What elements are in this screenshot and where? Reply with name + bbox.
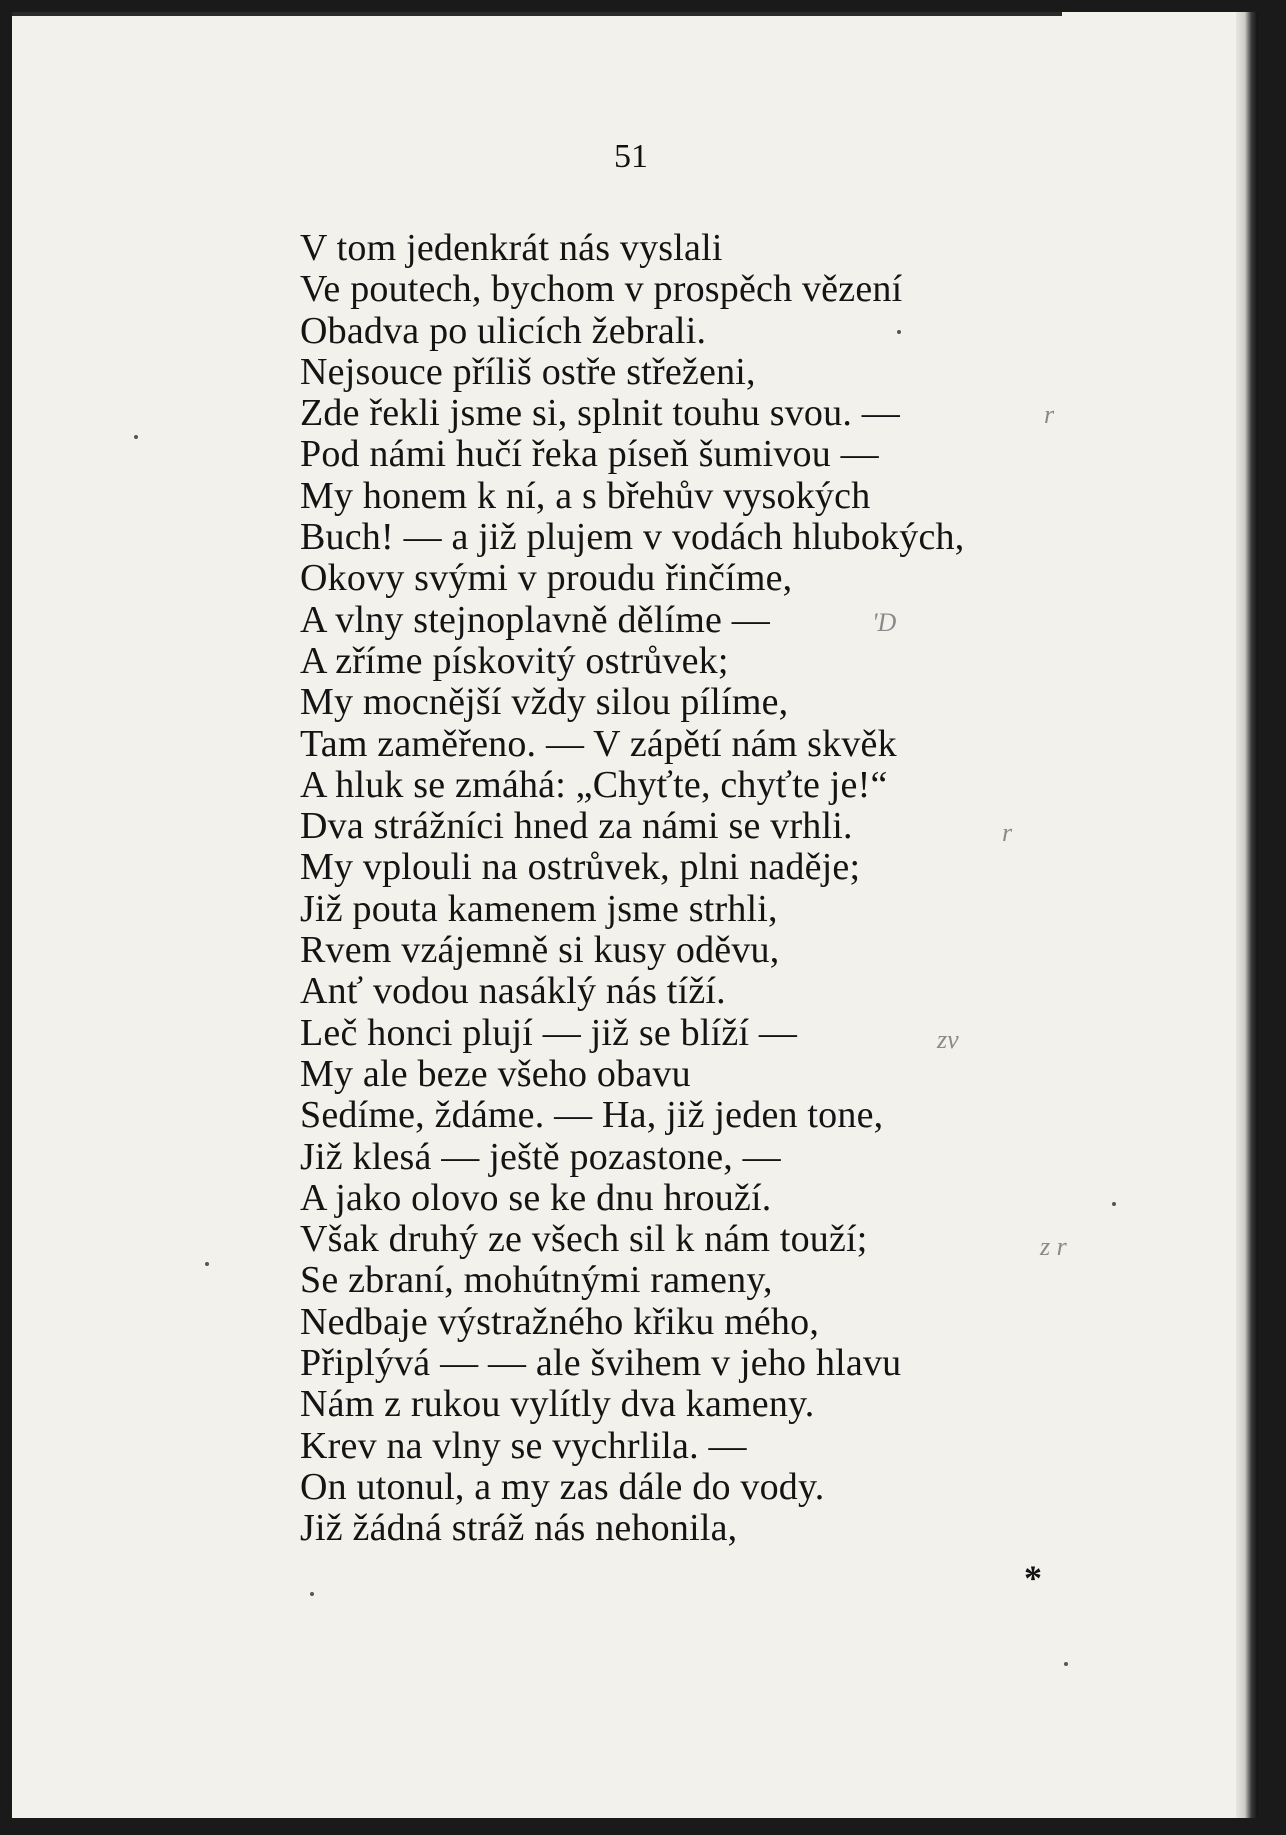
top-border: [12, 12, 1062, 16]
poem-line: Tam zaměřeno. — V zápětí nám skvěk: [300, 722, 897, 765]
poem-line: Nejsouce příliš ostře střeženi,: [300, 350, 756, 393]
poem-line: Zde řekli jsme si, splnit touhu svou. —: [300, 392, 900, 435]
poem-line: Ve poutech, bychom v prospěch vězení: [300, 268, 903, 311]
poem-line: Nám z rukou vylítly dva kameny.: [300, 1383, 815, 1426]
poem-line: Již klesá — ještě pozastone, —: [300, 1135, 781, 1178]
poem-line: My ale beze všeho obavu: [300, 1052, 691, 1095]
poem-line: V tom jedenkrát nás vyslali: [300, 227, 723, 269]
poem-line: Již pouta kamenem jsme strhli,: [300, 887, 778, 930]
margin-mark: zv: [937, 1025, 959, 1054]
poem-line: A jako olovo se ke dnu hrouží.: [300, 1176, 772, 1219]
poem-line: A hluk se zmáhá: „Chyťte, chyťte je!“: [300, 763, 888, 806]
margin-mark: r: [1002, 818, 1013, 847]
poem-line: Okovy svými v proudu řinčíme,: [300, 557, 793, 600]
speck: [1064, 1662, 1068, 1666]
poem-line: Leč honci plují — již se blíží —: [300, 1011, 798, 1054]
poem-line: Se zbraní, mohútnými rameny,: [300, 1259, 773, 1302]
speck: [205, 1262, 209, 1266]
margin-mark: 'D: [872, 608, 897, 637]
speck: [310, 1592, 314, 1596]
asterisk-mark: *: [1024, 1558, 1042, 1598]
poem-line: My honem k ní, a s břehův vysokých: [300, 474, 871, 517]
poem-line: Obadva po ulicích žebrali.: [300, 309, 707, 352]
poem-line: Sedíme, ždáme. — Ha, již jeden tone,: [300, 1094, 884, 1137]
poem-line: On utonul, a my zas dále do vody.: [300, 1465, 825, 1508]
speck: [134, 435, 138, 439]
poem-line: Pod námi hučí řeka píseň šumivou —: [300, 433, 879, 476]
poem-line: Krev na vlny se vychrlila. —: [300, 1424, 747, 1467]
poem-line: A vlny stejnoplavně dělíme —: [300, 598, 770, 641]
poem-line: Anť vodou nasáklý nás tíží.: [300, 970, 726, 1013]
poem-line: Připlývá — — ale švihem v jeho hlavu: [300, 1342, 902, 1385]
poem-line: A zříme pískovitý ostrůvek;: [300, 639, 729, 682]
poem-text: [300, 228, 1150, 1550]
poem-line: Nedbaje výstražného křiku mého,: [300, 1300, 820, 1343]
poem-line: Dva strážníci hned za námi se vrhli.: [300, 805, 853, 848]
poem-line: Rvem vzájemně si kusy oděvu,: [300, 929, 780, 972]
margin-mark: r: [1044, 400, 1055, 429]
poem-line: Buch! — a již plujem v vodách hlubokých,: [300, 516, 965, 559]
poem-line: My mocnější vždy silou pílíme,: [300, 681, 789, 724]
page-number: 51: [614, 138, 648, 175]
margin-mark: z r: [1040, 1232, 1067, 1261]
poem-line: Již žádná stráž nás nehonila,: [300, 1507, 738, 1550]
poem-line: Však druhý ze všech sil k nám touží;: [300, 1218, 868, 1261]
page-edge-shadow: [1236, 12, 1258, 1818]
poem-line: My vplouli na ostrůvek, plni naděje;: [300, 846, 861, 889]
